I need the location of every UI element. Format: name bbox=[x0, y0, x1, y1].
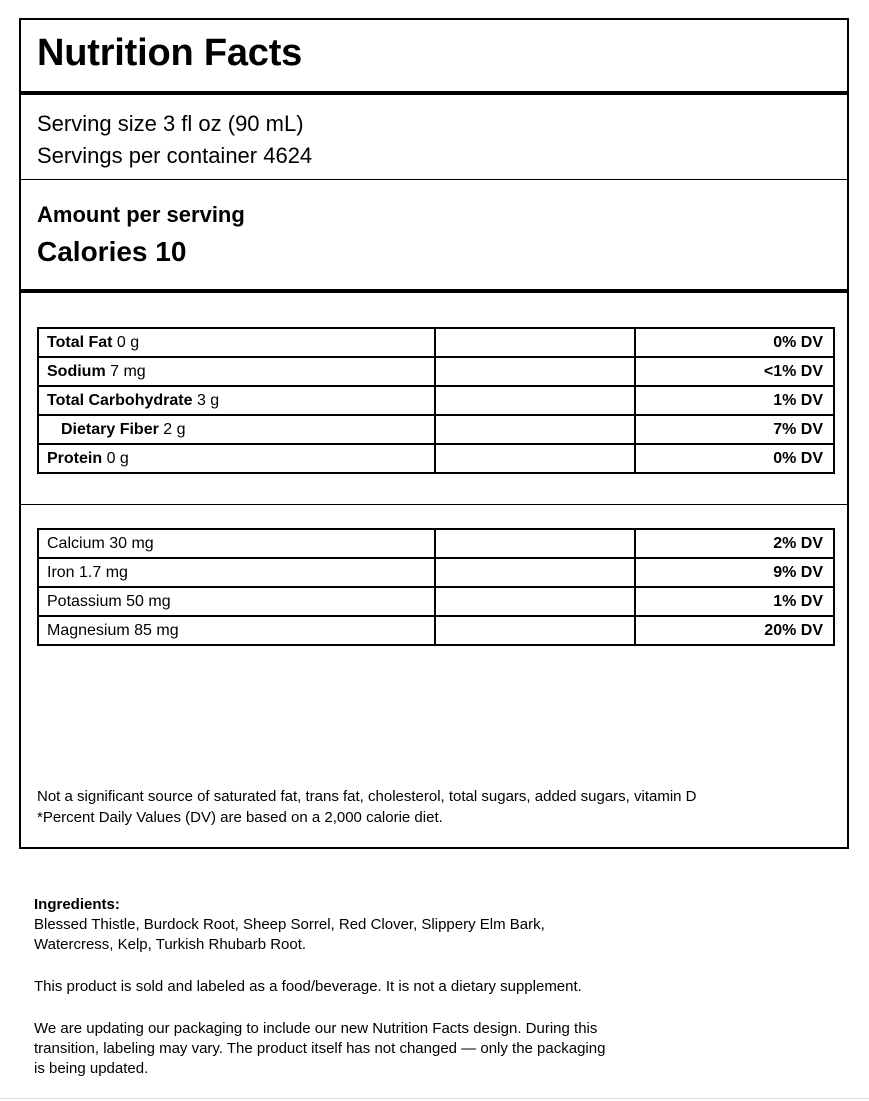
nutrient-cell bbox=[38, 444, 435, 473]
serving-info bbox=[37, 108, 312, 172]
daily-value: 0% DV bbox=[635, 328, 835, 357]
nutrient-name: Total Carbohydrate bbox=[47, 391, 193, 409]
nutrient-amount: 0 g bbox=[102, 449, 129, 467]
nutrient-cell bbox=[38, 357, 435, 386]
empty-cell bbox=[435, 328, 635, 357]
daily-value: 20% DV bbox=[635, 616, 835, 645]
packaging-update-line: is being updated. bbox=[34, 1060, 149, 1077]
divider-thin-serving bbox=[21, 179, 847, 180]
nutrition-facts-title: Nutrition Facts bbox=[37, 32, 303, 74]
daily-value: 7% DV bbox=[635, 415, 835, 444]
empty-cell bbox=[435, 587, 635, 616]
empty-cell bbox=[435, 357, 635, 386]
divider-thick-top bbox=[21, 91, 847, 95]
packaging-update-line: We are updating our packaging to include our new Nutrition Facts design. During this bbox=[34, 1020, 598, 1037]
nutrient-amount: 3 g bbox=[192, 391, 220, 409]
packaging-update-line: transition, labeling may vary. The product itself has not changed — only the packaging bbox=[34, 1040, 606, 1057]
calories: Calories 10 bbox=[37, 236, 187, 267]
ingredients-line: Watercress, Kelp, Turkish Rhubarb Root. bbox=[34, 936, 307, 953]
empty-cell bbox=[435, 415, 635, 444]
table-row bbox=[38, 616, 834, 645]
daily-value: 9% DV bbox=[635, 558, 835, 587]
table-row bbox=[38, 328, 834, 357]
empty-cell bbox=[435, 558, 635, 587]
ingredients-section bbox=[34, 895, 605, 1079]
food-beverage-note: This product is sold and labeled as a food/beverage. It is not a dietary supplement. bbox=[34, 978, 582, 995]
nutrient-cell bbox=[38, 328, 435, 357]
serving-size: Serving size 3 fl oz (90 mL) bbox=[37, 111, 304, 136]
empty-cell bbox=[435, 386, 635, 415]
servings-per-container: Servings per container 4624 bbox=[37, 143, 313, 168]
amount-per-serving: Amount per serving bbox=[37, 202, 245, 227]
table-row bbox=[38, 386, 834, 415]
nutrient-name: Sodium bbox=[47, 362, 106, 380]
divider-thick-calories bbox=[21, 289, 847, 293]
nutrient-amount: 2 g bbox=[158, 420, 186, 438]
table-row bbox=[38, 529, 834, 558]
table-row bbox=[38, 415, 834, 444]
footnotes bbox=[37, 786, 697, 828]
ingredients-line: Blessed Thistle, Burdock Root, Sheep Sorrel, Red Clover, Slippery Elm Bark, bbox=[34, 916, 545, 933]
daily-value-note: *Percent Daily Values (DV) are based on a 2,000 calorie diet. bbox=[37, 809, 443, 826]
nutrition-facts-panel bbox=[19, 18, 849, 849]
not-significant-note: Not a significant source of saturated fat, trans fat, cholesterol, total sugars, added sugars, vitamin D bbox=[37, 788, 697, 805]
nutrient-name: Total Fat bbox=[47, 333, 113, 351]
nutrient-cell bbox=[38, 386, 435, 415]
table-row bbox=[38, 587, 834, 616]
nutrient-name: Protein bbox=[47, 449, 103, 467]
mineral-cell: Iron 1.7 mg bbox=[38, 558, 435, 587]
nutrient-amount: 0 g bbox=[112, 333, 140, 351]
daily-value: 2% DV bbox=[635, 529, 835, 558]
table-row bbox=[38, 558, 834, 587]
empty-cell bbox=[435, 616, 635, 645]
ingredients-heading: Ingredients: bbox=[34, 896, 120, 913]
daily-value: 0% DV bbox=[635, 444, 835, 473]
nutrient-cell bbox=[38, 415, 435, 444]
nutrient-name: Dietary Fiber bbox=[61, 420, 159, 438]
macronutrient-table bbox=[37, 327, 835, 474]
divider-thin-macros bbox=[21, 504, 847, 505]
daily-value: 1% DV bbox=[635, 587, 835, 616]
mineral-cell: Potassium 50 mg bbox=[38, 587, 435, 616]
mineral-table bbox=[37, 528, 835, 646]
empty-cell bbox=[435, 529, 635, 558]
table-row bbox=[38, 357, 834, 386]
empty-cell bbox=[435, 444, 635, 473]
mineral-cell: Calcium 30 mg bbox=[38, 529, 435, 558]
page-bottom-divider bbox=[0, 1098, 869, 1099]
mineral-cell: Magnesium 85 mg bbox=[38, 616, 435, 645]
daily-value: <1% DV bbox=[635, 357, 835, 386]
nutrient-amount: 7 mg bbox=[105, 362, 146, 380]
table-row bbox=[38, 444, 834, 473]
daily-value: 1% DV bbox=[635, 386, 835, 415]
